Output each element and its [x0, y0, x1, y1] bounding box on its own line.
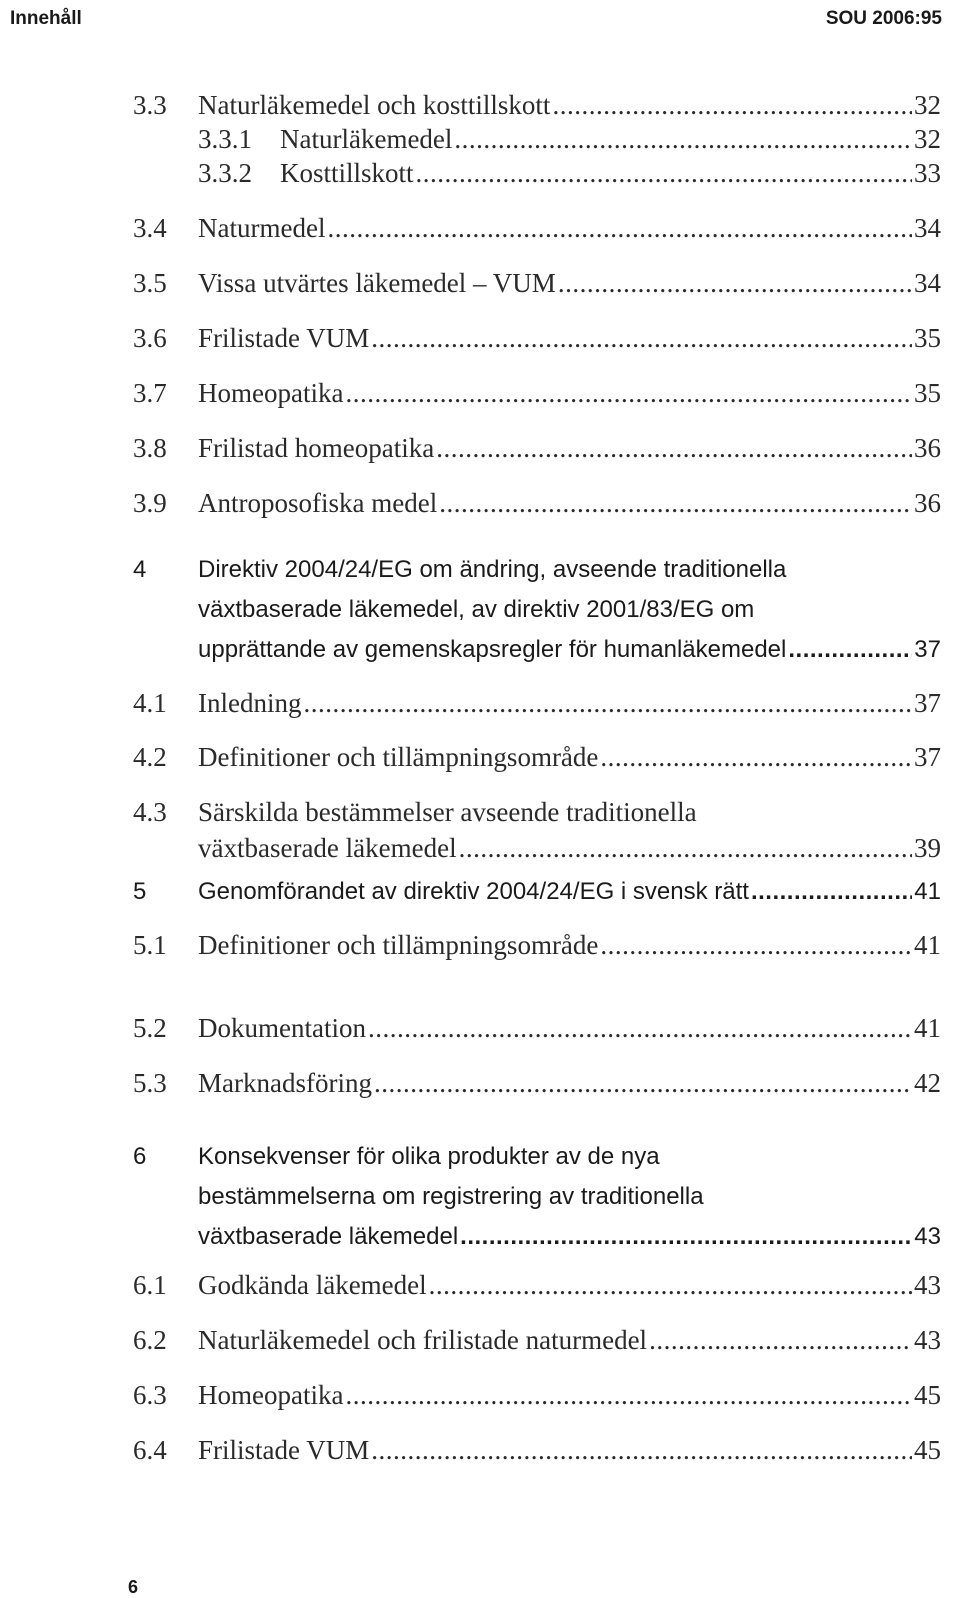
- toc-number: 3.3.2: [198, 158, 252, 188]
- toc-title: Antroposofiska medel: [198, 488, 438, 518]
- toc-number: 5: [133, 878, 147, 905]
- dot-leader: [552, 90, 912, 121]
- dot-leader: [429, 1270, 912, 1301]
- toc-title: Inledning: [198, 688, 302, 718]
- dot-leader: [600, 930, 912, 961]
- dot-leader: [327, 213, 912, 244]
- toc-entry-4-1[interactable]: [133, 688, 941, 728]
- dot-leader: [416, 158, 912, 189]
- dot-leader: [454, 124, 912, 155]
- dot-leader: [303, 688, 912, 719]
- toc-chapter-4[interactable]: [133, 556, 941, 676]
- running-header-report-id: SOU 2006:95: [825, 8, 942, 29]
- dot-leader: [436, 433, 912, 464]
- dot-leader: [374, 1068, 912, 1099]
- toc-page: 41: [914, 930, 941, 960]
- toc-page: 37: [914, 636, 941, 663]
- toc-number: 6: [133, 1143, 147, 1170]
- toc-title: Dokumentation: [198, 1013, 366, 1043]
- toc-number: 5.3: [133, 1068, 167, 1098]
- toc-entry-5-2[interactable]: [133, 1013, 941, 1053]
- toc-number: 4.3: [133, 797, 167, 827]
- toc-title: Homeopatika: [198, 1380, 344, 1410]
- toc-page: 34: [914, 268, 941, 298]
- page-number: 6: [128, 1577, 139, 1597]
- toc-chapter-5[interactable]: [133, 878, 941, 918]
- toc-title: Godkända läkemedel: [198, 1270, 427, 1300]
- toc-page: 36: [914, 433, 941, 463]
- toc-page: 43: [914, 1270, 941, 1300]
- toc-title-line: upprättande av gemenskapsregler för humanläkemedel: [198, 636, 787, 663]
- dot-leader: [460, 1223, 912, 1251]
- toc-number: 3.7: [133, 378, 167, 408]
- toc-title: Naturläkemedel och frilistade naturmedel: [198, 1325, 648, 1355]
- toc-number: 3.8: [133, 433, 167, 463]
- dot-leader: [368, 1013, 912, 1044]
- dot-leader: [439, 488, 912, 519]
- toc-title-line: växtbaserade läkemedel, av direktiv 2001/83/EG om: [198, 596, 755, 623]
- toc-entry-6-3[interactable]: [133, 1380, 941, 1420]
- toc-page: 45: [914, 1435, 941, 1465]
- toc-title: Frilistad homeopatika: [198, 433, 435, 463]
- toc-title: Naturmedel: [198, 213, 326, 243]
- dot-leader: [788, 636, 912, 664]
- toc-number: 6.4: [133, 1435, 167, 1465]
- toc-number: 6.1: [133, 1270, 167, 1300]
- toc-entry-3-7[interactable]: [133, 378, 941, 418]
- toc-number: 3.9: [133, 488, 167, 518]
- toc-page: 35: [914, 323, 941, 353]
- toc-entry-4-2[interactable]: [133, 742, 941, 782]
- toc-title: Frilistade VUM: [198, 1435, 370, 1465]
- toc-number: 5.2: [133, 1013, 167, 1043]
- toc-page: 35: [914, 378, 941, 408]
- toc-number: 3.3: [133, 90, 167, 120]
- toc-title: Naturläkemedel och kosttillskott: [198, 90, 551, 120]
- toc-number: 6.2: [133, 1325, 167, 1355]
- toc-page: 37: [914, 688, 941, 718]
- toc-entry-5-3[interactable]: [133, 1068, 941, 1108]
- toc-number: 4.1: [133, 688, 167, 718]
- toc-number: 5.1: [133, 930, 167, 960]
- dot-leader: [371, 1435, 912, 1466]
- running-header-section: Innehåll: [10, 8, 82, 29]
- toc-title-line: Direktiv 2004/24/EG om ändring, avseende traditionella: [198, 556, 787, 583]
- toc-page: 42: [914, 1068, 941, 1098]
- toc-number: 3.3.1: [198, 124, 252, 154]
- dot-leader: [345, 378, 912, 409]
- toc-page: 34: [914, 213, 941, 243]
- dot-leader: [558, 268, 912, 299]
- toc-title-line: Konsekvenser för olika produkter av de nya: [198, 1143, 660, 1170]
- toc-page: 41: [914, 878, 941, 905]
- toc-title: Frilistade VUM: [198, 323, 370, 353]
- toc-title: Kosttillskott: [280, 158, 414, 188]
- toc-page: 43: [914, 1223, 941, 1250]
- toc-entry-3-5[interactable]: [133, 268, 941, 308]
- toc-chapter-6[interactable]: [133, 1143, 941, 1263]
- toc-page: 33: [914, 158, 941, 188]
- toc-title: Vissa utvärtes läkemedel – VUM: [198, 268, 556, 298]
- toc-title-line: växtbaserade läkemedel: [198, 833, 457, 863]
- toc-page: 41: [914, 1013, 941, 1043]
- toc-page: 37: [914, 742, 941, 772]
- toc-entry-3-9[interactable]: [133, 488, 941, 528]
- toc-title-line: bestämmelserna om registrering av traditionella: [198, 1183, 704, 1210]
- toc-number: 6.3: [133, 1380, 167, 1410]
- toc-page: 45: [914, 1380, 941, 1410]
- toc-entry-4-3[interactable]: [133, 797, 941, 873]
- toc-page: 39: [914, 833, 941, 863]
- toc-number: 4: [133, 556, 147, 583]
- dot-leader: [459, 833, 912, 864]
- toc-title: Naturläkemedel: [280, 124, 453, 154]
- toc-entry-3-4[interactable]: [133, 213, 941, 253]
- toc-entry-6-2[interactable]: [133, 1325, 941, 1365]
- toc-number: 3.6: [133, 323, 167, 353]
- toc-title: Marknadsföring: [198, 1068, 372, 1098]
- toc-title-line: Särskilda bestämmelser avseende traditionella: [198, 797, 697, 827]
- toc-page: 32: [914, 90, 941, 120]
- toc-entry-5-1[interactable]: [133, 930, 941, 970]
- toc-entry-3-8[interactable]: [133, 433, 941, 473]
- toc-page: 32: [914, 124, 941, 154]
- dot-leader: [345, 1380, 912, 1411]
- toc-title: Definitioner och tillämpningsområde: [198, 742, 599, 772]
- toc-page: 43: [914, 1325, 941, 1355]
- toc-title: Definitioner och tillämpningsområde: [198, 930, 599, 960]
- toc-page: 36: [914, 488, 941, 518]
- toc-entry-6-1[interactable]: [133, 1270, 941, 1310]
- dot-leader: [600, 742, 912, 773]
- toc-title-line: växtbaserade läkemedel: [198, 1223, 459, 1250]
- toc-entry-3-6[interactable]: [133, 323, 941, 363]
- dot-leader: [649, 1325, 912, 1356]
- toc-number: 3.5: [133, 268, 167, 298]
- toc-entry-6-4[interactable]: [133, 1435, 941, 1475]
- toc-entry-3-3-2[interactable]: [133, 158, 941, 198]
- toc-number: 3.4: [133, 213, 167, 243]
- toc-number: 4.2: [133, 742, 167, 772]
- dot-leader: [371, 323, 912, 354]
- toc-title: Homeopatika: [198, 378, 344, 408]
- dot-leader: [751, 878, 912, 906]
- toc-title: Genomförandet av direktiv 2004/24/EG i svensk rätt: [198, 878, 749, 905]
